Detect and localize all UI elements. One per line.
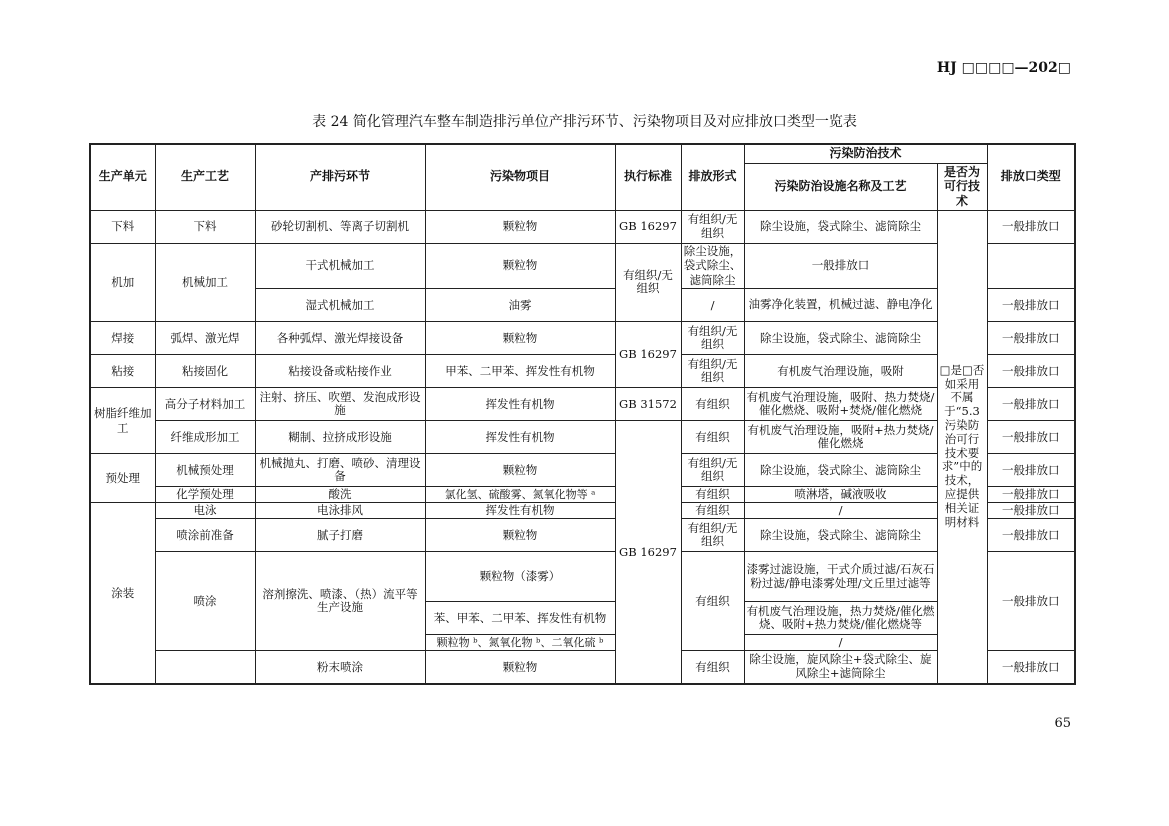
cell-link: 腻子打磨 [255, 519, 425, 552]
table-row [90, 519, 1075, 552]
cell-link: 糊制、拉挤成形设施 [255, 421, 425, 454]
header-pollutant: 污染物项目 [425, 144, 615, 210]
table-title: 表 24 简化管理汽车整车制造排污单位产排污环节、污染物项目及对应排放口类型一览表 [312, 114, 857, 130]
header-outlet: 排放口类型 [987, 144, 1075, 210]
cell-link: 酸洗 [255, 487, 425, 503]
cell-link: 机械抛丸、打磨、喷砂、清理设备 [255, 454, 425, 487]
cell-emission: 有组织/无组织 [681, 519, 744, 552]
table-row [90, 355, 1075, 388]
cell-unit: 下料 [90, 210, 155, 243]
cell-process: 电泳 [155, 503, 255, 519]
cell-unit: 涂装 [90, 503, 155, 684]
cell-link: 注射、挤压、吹塑、发泡成形设施 [255, 388, 425, 421]
cell-process: 下料 [155, 210, 255, 243]
cell-outlet: 一般排放口 [987, 651, 1075, 684]
cell-pollutant: 颗粒物 [425, 322, 615, 355]
cell-pollutant: 挥发性有机物 [425, 388, 615, 421]
table-row [90, 651, 1075, 684]
cell-unit: 机加 [90, 243, 155, 322]
table-row [90, 322, 1075, 355]
cell-outlet: 一般排放口 [744, 243, 937, 289]
cell-process: 高分子材料加工 [155, 388, 255, 421]
cell-standard: / [681, 289, 744, 322]
cell-feasible: □是□否如采用不属于“5.3 污染防治可行技术要求”中的技术，应提供相关证明材料 [937, 210, 987, 684]
cell-link: 电泳排风 [255, 503, 425, 519]
cell-emission: 有组织 [681, 388, 744, 421]
cell-pollutant: 颗粒物（漆雾） [425, 552, 615, 602]
table-row [90, 388, 1075, 421]
cell-link: 各种弧焊、激光焊接设备 [255, 322, 425, 355]
cell-emission: 有组织 [681, 487, 744, 503]
cell-unit: 焊接 [90, 322, 155, 355]
cell-facility: 喷淋塔，碱液吸收 [744, 487, 937, 503]
cell-process: 粘接固化 [155, 355, 255, 388]
cell-process: 机械加工 [155, 243, 255, 322]
cell-facility: 有机废气治理设施，热力焚烧/催化燃烧、吸附+热力焚烧/催化燃烧等 [744, 602, 937, 635]
header-tech-group: 污染防治技术 [744, 144, 987, 163]
cell-emission: 有组织/无组织 [681, 355, 744, 388]
cell-process [155, 651, 255, 684]
cell-facility: 除尘设施，袋式除尘、滤筒除尘 [744, 210, 937, 243]
table-row [90, 210, 1075, 243]
table-row [90, 421, 1075, 454]
cell-facility: 油雾净化装置，机械过滤、静电净化 [744, 289, 937, 322]
table-row [90, 487, 1075, 503]
cell-process: 机械预处理 [155, 454, 255, 487]
cell-process: 化学预处理 [155, 487, 255, 503]
cell-outlet: 一般排放口 [987, 454, 1075, 487]
header-unit: 生产单元 [90, 144, 155, 210]
header-feasible: 是否为可行技术 [937, 163, 987, 210]
cell-facility: 有机废气治理设施，吸附 [744, 355, 937, 388]
cell-unit: 树脂纤维加工 [90, 388, 155, 454]
page-number: 65 [1054, 716, 1071, 731]
cell-pollutant: 甲苯、二甲苯、挥发性有机物 [425, 355, 615, 388]
cell-facility: 除尘设施，袋式除尘、滤筒除尘 [744, 519, 937, 552]
cell-outlet: 一般排放口 [987, 503, 1075, 519]
cell-emission: 有组织/无组织 [615, 243, 681, 322]
cell-pollutant: 颗粒物 ᵇ、氮氧化物 ᵇ、二氧化硫 ᵇ [425, 635, 615, 651]
cell-emission: 有组织 [681, 503, 744, 519]
cell-facility: 有机废气治理设施，吸附、热力焚烧/催化燃烧、吸附+焚烧/催化燃烧 [744, 388, 937, 421]
cell-link: 溶剂擦洗、喷漆、（热）流平等生产设施 [255, 552, 425, 651]
cell-outlet: 一般排放口 [987, 552, 1075, 651]
cell-emission: 有组织 [681, 651, 744, 684]
cell-pollutant: 氯化氢、硫酸雾、氮氧化物等 ᵃ [425, 487, 615, 503]
cell-outlet: 一般排放口 [987, 210, 1075, 243]
cell-process: 纤维成形加工 [155, 421, 255, 454]
cell-outlet: 一般排放口 [987, 289, 1075, 322]
cell-facility: 除尘设施，袋式除尘、滤筒除尘 [744, 454, 937, 487]
cell-link: 粉末喷涂 [255, 651, 425, 684]
cell-standard: GB 16297 [615, 210, 681, 243]
cell-process: 喷涂 [155, 552, 255, 651]
cell-emission: 有组织/无组织 [681, 454, 744, 487]
cell-link: 砂轮切割机、等离子切割机 [255, 210, 425, 243]
cell-pollutant: 颗粒物 [425, 651, 615, 684]
cell-outlet: 一般排放口 [987, 388, 1075, 421]
header-facility: 污染防治设施名称及工艺 [744, 163, 937, 210]
cell-pollutant: 颗粒物 [425, 454, 615, 487]
cell-standard: GB 31572 [615, 388, 681, 421]
cell-facility: 除尘设施，旋风除尘+袋式除尘、旋风除尘+滤筒除尘 [744, 651, 937, 684]
cell-emission: 有组织 [681, 552, 744, 651]
table-row [90, 503, 1075, 519]
cell-unit: 预处理 [90, 454, 155, 503]
cell-outlet: 一般排放口 [987, 322, 1075, 355]
cell-pollutant: 颗粒物 [425, 243, 615, 289]
cell-pollutant: 苯、甲苯、二甲苯、挥发性有机物 [425, 602, 615, 635]
header-standard: 执行标准 [615, 144, 681, 210]
cell-standard: GB 16297 [615, 322, 681, 388]
cell-standard: GB 16297 [615, 421, 681, 684]
cell-link: 干式机械加工 [255, 243, 425, 289]
cell-facility: / [744, 503, 937, 519]
cell-outlet: 一般排放口 [987, 355, 1075, 388]
table-row [90, 454, 1075, 487]
header-emission: 排放形式 [681, 144, 744, 210]
cell-facility: 有机废气治理设施，吸附+热力焚烧/催化燃烧 [744, 421, 937, 454]
cell-outlet: 一般排放口 [987, 421, 1075, 454]
cell-pollutant: 颗粒物 [425, 519, 615, 552]
cell-outlet: 一般排放口 [987, 487, 1075, 503]
table-row [90, 552, 1075, 602]
header-process: 生产工艺 [155, 144, 255, 210]
cell-facility: 除尘设施，袋式除尘、滤筒除尘 [744, 322, 937, 355]
cell-emission: 有组织 [681, 421, 744, 454]
cell-link: 湿式机械加工 [255, 289, 425, 322]
emission-table [89, 143, 1076, 685]
table-row [90, 243, 1075, 289]
cell-outlet: 一般排放口 [987, 519, 1075, 552]
header-link: 产排污环节 [255, 144, 425, 210]
cell-facility: / [744, 635, 937, 651]
document-code: HJ □□□□—202□ [936, 60, 1071, 76]
cell-facility: 漆雾过滤设施，干式介质过滤/石灰石粉过滤/静电漆雾处理/文丘里过滤等 [744, 552, 937, 602]
cell-pollutant: 挥发性有机物 [425, 421, 615, 454]
cell-pollutant: 油雾 [425, 289, 615, 322]
cell-process: 弧焊、激光焊 [155, 322, 255, 355]
cell-unit: 粘接 [90, 355, 155, 388]
cell-link: 粘接设备或粘接作业 [255, 355, 425, 388]
cell-facility: 除尘设施，袋式除尘、滤筒除尘 [681, 243, 744, 289]
cell-pollutant: 颗粒物 [425, 210, 615, 243]
cell-pollutant: 挥发性有机物 [425, 503, 615, 519]
cell-process: 喷涂前准备 [155, 519, 255, 552]
cell-emission: 有组织/无组织 [681, 322, 744, 355]
cell-emission: 有组织/无组织 [681, 210, 744, 243]
